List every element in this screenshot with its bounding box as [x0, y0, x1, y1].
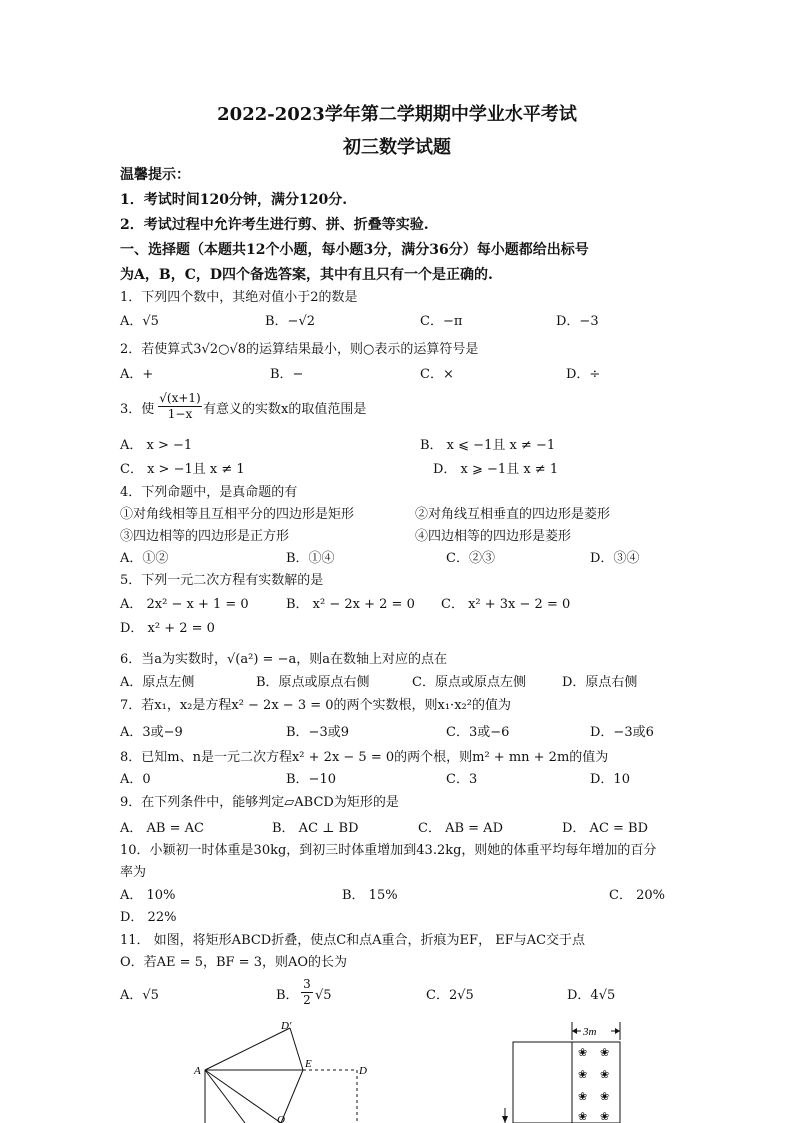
q3-option-c: C． x > −1且 x ≠ 1	[120, 462, 245, 477]
section1-instructions-line2: 为A，B，C，D四个备选答案，其中有且只有一个是正确的.	[120, 267, 493, 283]
q1-option-d: D．−3	[556, 314, 599, 329]
q4-statement-2: ②对角线互相垂直的四边形是菱形	[415, 507, 611, 522]
flower-icon: ❀	[578, 1068, 588, 1081]
section1-instructions-line1: 一、选择题（本题共12个小题，每小题3分，满分36分）每小题都给出标号	[120, 242, 589, 258]
q10-option-c: C． 20%	[609, 888, 665, 903]
q4-statement-3: ③四边相等的四边形是正方形	[120, 529, 290, 544]
q11-stem-line1: 11． 如图，将矩形ABCD折叠，使点C和点A重合，折痕为EF， EF与AC交于点	[120, 933, 586, 948]
q1-option-a: A．√5	[120, 314, 159, 329]
q6-option-a: A．原点左侧	[120, 675, 195, 690]
q7-option-a: A．3或−9	[120, 725, 183, 740]
q10-option-b: B． 15%	[342, 888, 398, 903]
q11-option-b-denominator: 2	[303, 993, 311, 1007]
q4-stem: 4．下列命题中，是真命题的有	[120, 485, 298, 500]
fig-line-dprime-e	[290, 1028, 303, 1070]
q8-option-d: D．10	[590, 772, 630, 787]
fig-line-a-f	[205, 1070, 245, 1123]
q2-stem: 2．若使算式3√2○√8的运算结果最小，则○表示的运算符号是	[120, 342, 479, 357]
fig2-dim-label: 3m	[583, 1026, 597, 1038]
fig-label-o: O	[277, 1114, 285, 1123]
q4-option-d: D．③④	[590, 551, 640, 566]
q2-option-c: C．×	[420, 367, 454, 382]
q9-option-a: A． AB = AC	[120, 821, 204, 836]
q1-option-b: B．−√2	[265, 314, 316, 329]
q3-option-a: A． x > −1	[120, 438, 193, 453]
q4-statement-1: ①对角线相等且互相平分的四边形是矩形	[120, 507, 355, 522]
q5-option-c: C． x² + 3x − 2 = 0	[441, 597, 571, 612]
q8-option-c: C．3	[446, 772, 478, 787]
fig2-arrowhead-right	[615, 1028, 620, 1034]
q4-option-b: B．①④	[286, 551, 335, 566]
q7-option-c: C．3或−6	[446, 725, 510, 740]
q11-option-d: D．4√5	[567, 988, 616, 1003]
q4-option-a: A．①②	[120, 551, 169, 566]
q10-stem-line1: 10．小颖初一时体重是30kg，到初三时体重增加到43.2kg，则她的体重平均每年增加的百分	[120, 843, 657, 858]
q6-option-b: B．原点或原点右侧	[256, 675, 370, 690]
q9-stem: 9．在下列条件中，能够判定▱ABCD为矩形的是	[120, 795, 399, 810]
q8-option-b: B．−10	[286, 772, 336, 787]
q9-option-d: D． AC = BD	[562, 821, 649, 836]
tip-2: 2．考试过程中允许考生进行剪、拼、折叠等实验.	[120, 217, 429, 233]
exam-subtitle: 初三数学试题	[343, 137, 451, 158]
q2-option-d: D．÷	[566, 367, 601, 382]
q11-option-a: A．√5	[120, 988, 159, 1003]
q5-stem: 5．下列一元二次方程有实数解的是	[120, 573, 324, 588]
q7-option-d: D．−3或6	[590, 725, 654, 740]
q5-option-a: A． 2x² − x + 1 = 0	[120, 597, 249, 612]
q9-option-c: C． AB = AD	[418, 821, 503, 836]
q11-figure	[185, 1012, 385, 1123]
q11-option-c: C．2√5	[426, 988, 474, 1003]
q6-stem: 6．当a为实数时，√(a²) = −a，则a在数轴上对应的点在	[120, 652, 447, 667]
fig-line-a-c	[205, 1070, 281, 1123]
q2-option-b: B．−	[270, 367, 304, 382]
q4-option-c: C．②③	[446, 551, 495, 566]
q3-stem-pre: 3．使	[120, 402, 155, 417]
q9-option-b: B． AC ⊥ BD	[272, 821, 359, 836]
tip-1: 1．考试时间120分钟，满分120分.	[120, 192, 348, 208]
q5-option-d: D． x² + 2 = 0	[120, 621, 215, 636]
q3-stem-post: 有意义的实数x的取值范围是	[203, 402, 367, 417]
tips-heading: 温馨提示：	[120, 167, 190, 183]
q10-stem-line2: 率为	[120, 865, 147, 880]
q3-fraction-numerator: √(x+1)	[159, 391, 201, 405]
fig-label-e: E	[305, 1058, 312, 1070]
q2-option-a: A．+	[120, 367, 154, 382]
flower-icon: ❀	[578, 1046, 588, 1059]
q6-option-d: D．原点右侧	[562, 675, 638, 690]
q3-fraction	[158, 391, 202, 422]
flower-icon: ❀	[578, 1110, 588, 1123]
q10-option-d: D． 22%	[120, 910, 177, 925]
flower-icon: ❀	[600, 1090, 610, 1103]
fig-label-a: A	[194, 1065, 201, 1077]
q11-option-b-numerator: 3	[301, 977, 313, 993]
fig2-arrow-head	[502, 1116, 508, 1123]
q1-stem: 1．下列四个数中，其绝对值小于2的数是	[120, 290, 358, 305]
fig2-arrowhead-left	[572, 1028, 577, 1034]
exam-title: 2022-2023学年第二学期期中学业水平考试	[217, 104, 577, 125]
q1-option-c: C．−π	[420, 314, 463, 329]
q11-option-b-radical: √5	[315, 988, 332, 1003]
q7-stem: 7．若x₁，x₂是方程x² − 2x − 3 = 0的两个实数根，则x₁·x₂²的值为	[120, 698, 511, 713]
q10-option-a: A． 10%	[120, 888, 176, 903]
q3-fraction-denominator: 1−x	[167, 407, 193, 421]
q3-option-d: D． x ⩾ −1且 x ≠ 1	[433, 462, 559, 477]
q11-option-b-label: B．	[276, 988, 299, 1003]
flower-icon: ❀	[578, 1090, 588, 1103]
q6-option-c: C．原点或原点左侧	[412, 675, 526, 690]
q11-option-b-fraction	[301, 977, 313, 1008]
q3-option-b: B． x ⩽ −1且 x ≠ −1	[420, 438, 556, 453]
fig2-flowers	[578, 1046, 609, 1123]
flower-icon: ❀	[600, 1110, 610, 1123]
fig-label-d: D	[359, 1065, 367, 1077]
q4-statement-4: ④四边相等的四边形是菱形	[415, 529, 572, 544]
q8-option-a: A．0	[120, 772, 151, 787]
flower-icon: ❀	[600, 1046, 610, 1059]
fig-label-dprime: D′	[281, 1020, 292, 1032]
q5-option-b: B． x² − 2x + 2 = 0	[286, 597, 415, 612]
q8-stem: 8．已知m、n是一元二次方程x² + 2x − 5 = 0的两个根，则m² + mn + 2m的值为	[120, 750, 609, 765]
flower-icon: ❀	[600, 1068, 610, 1081]
q7-option-b: B．−3或9	[286, 725, 349, 740]
fig-line-a-dprime	[205, 1028, 290, 1070]
q11-stem-line2: O．若AE = 5，BF = 3，则AO的长为	[120, 955, 348, 970]
q12-figure	[495, 1020, 630, 1123]
